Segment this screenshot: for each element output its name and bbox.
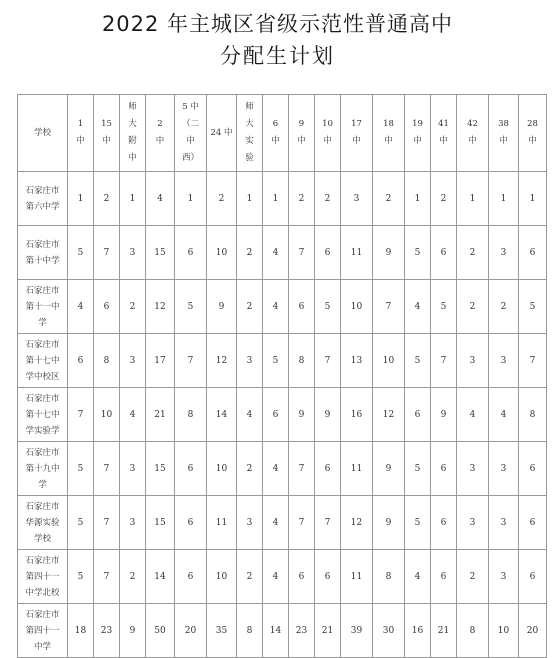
quota-cell: 6 — [315, 550, 341, 604]
quota-cell: 3 — [120, 226, 146, 280]
quota-cell: 4 — [68, 280, 94, 334]
column-header-line: 10 — [322, 119, 333, 129]
quota-cell: 6 — [289, 550, 315, 604]
quota-cell: 10 — [489, 604, 519, 658]
quota-cell: 3 — [457, 496, 489, 550]
column-header-line: 师 — [245, 102, 254, 112]
quota-cell: 6 — [431, 550, 457, 604]
quota-cell: 21 — [146, 388, 175, 442]
quota-cell: 1 — [263, 172, 289, 226]
quota-cell: 10 — [207, 550, 237, 604]
quota-cell: 2 — [457, 550, 489, 604]
quota-cell: 12 — [341, 496, 373, 550]
quota-cell: 8 — [373, 550, 405, 604]
quota-cell: 6 — [94, 280, 120, 334]
quota-cell: 15 — [146, 226, 175, 280]
quota-cell: 8 — [457, 604, 489, 658]
quota-cell: 16 — [405, 604, 431, 658]
quota-cell: 5 — [263, 334, 289, 388]
column-header-line: 中 — [128, 153, 137, 163]
quota-cell: 11 — [341, 550, 373, 604]
quota-cell: 14 — [207, 388, 237, 442]
column-header-line: 15 — [101, 119, 112, 129]
quota-cell: 7 — [94, 442, 120, 496]
quota-cell: 5 — [405, 226, 431, 280]
table-row — [18, 496, 547, 550]
quota-cell: 7 — [94, 550, 120, 604]
school-name-line: 学 — [38, 317, 47, 328]
quota-cell: 2 — [120, 280, 146, 334]
quota-cell: 9 — [207, 280, 237, 334]
quota-cell: 3 — [489, 442, 519, 496]
column-header-line: 中 — [271, 136, 280, 146]
column-header — [68, 95, 94, 172]
school-name-line: 第十九中 — [25, 463, 60, 474]
quota-cell: 4 — [405, 550, 431, 604]
quota-cell: 1 — [457, 172, 489, 226]
quota-cell: 30 — [373, 604, 405, 658]
column-header-line: 中 — [439, 136, 448, 146]
quota-cell: 11 — [341, 226, 373, 280]
quota-cell: 5 — [405, 334, 431, 388]
quota-cell: 8 — [175, 388, 207, 442]
quota-cell: 5 — [68, 442, 94, 496]
quota-cell: 3 — [120, 496, 146, 550]
quota-cell: 7 — [175, 334, 207, 388]
quota-cell: 6 — [315, 226, 341, 280]
column-header-line: 2 — [157, 119, 163, 129]
table-row — [18, 442, 547, 496]
table-row — [18, 604, 547, 658]
column-header-line: 5 中 — [182, 102, 199, 112]
quota-cell: 35 — [207, 604, 237, 658]
quota-cell: 2 — [237, 442, 263, 496]
column-header-line: 19 — [412, 119, 423, 129]
school-name-line: 第十一中 — [25, 301, 60, 312]
quota-cell: 4 — [263, 496, 289, 550]
table-row — [18, 388, 547, 442]
quota-cell: 4 — [146, 172, 175, 226]
quota-cell: 7 — [431, 334, 457, 388]
table-header-row — [18, 95, 547, 172]
school-name-line: 石家庄市 — [25, 185, 60, 196]
column-header-line: 28 — [527, 119, 538, 129]
column-header-line: 18 — [383, 119, 394, 129]
quota-cell: 7 — [373, 280, 405, 334]
column-header-line: 中 — [384, 136, 393, 146]
school-name-cell — [18, 226, 68, 280]
quota-cell: 1 — [68, 172, 94, 226]
school-name-cell — [18, 604, 68, 658]
school-name-cell — [18, 442, 68, 496]
column-header — [289, 95, 315, 172]
school-name-line: 石家庄市 — [25, 447, 60, 458]
quota-cell: 6 — [405, 388, 431, 442]
quota-cell: 9 — [289, 388, 315, 442]
column-header-line: 实 — [245, 136, 254, 146]
page-subtitle: 分配生计划 — [220, 44, 335, 68]
column-header — [237, 95, 263, 172]
quota-cell: 6 — [289, 280, 315, 334]
quota-cell: 2 — [489, 280, 519, 334]
quota-cell: 2 — [457, 226, 489, 280]
column-header-line: 6 — [272, 119, 279, 129]
quota-cell: 2 — [207, 172, 237, 226]
quota-cell: 7 — [68, 388, 94, 442]
allocation-table — [17, 94, 547, 658]
column-header-line: 大 — [128, 119, 137, 129]
quota-cell: 2 — [94, 172, 120, 226]
column-header-line: 西） — [181, 153, 199, 163]
column-header — [341, 95, 373, 172]
quota-cell: 16 — [341, 388, 373, 442]
quota-cell: 12 — [146, 280, 175, 334]
quota-cell: 1 — [120, 172, 146, 226]
quota-cell: 2 — [120, 550, 146, 604]
quota-cell: 10 — [207, 442, 237, 496]
school-name-line: 第十七中 — [25, 355, 60, 366]
quota-cell: 7 — [519, 334, 547, 388]
quota-cell: 10 — [207, 226, 237, 280]
column-header — [175, 95, 207, 172]
quota-cell: 11 — [207, 496, 237, 550]
school-name-line: 学实验学 — [25, 425, 60, 436]
column-header-line: 中 — [499, 136, 508, 146]
school-name-cell — [18, 172, 68, 226]
quota-cell: 9 — [315, 388, 341, 442]
quota-cell: 6 — [175, 442, 207, 496]
quota-cell: 6 — [431, 496, 457, 550]
quota-cell: 15 — [146, 442, 175, 496]
quota-cell: 8 — [289, 334, 315, 388]
quota-cell: 2 — [289, 172, 315, 226]
school-name-line: 第四十一 — [25, 571, 60, 582]
column-header-line: 中 — [76, 136, 85, 146]
school-name-line: 学中校区 — [25, 371, 60, 382]
quota-cell: 2 — [237, 226, 263, 280]
school-name-line: 第四十一 — [25, 625, 60, 636]
quota-cell: 12 — [207, 334, 237, 388]
quota-cell: 39 — [341, 604, 373, 658]
quota-cell: 9 — [373, 226, 405, 280]
column-header-label: 学校 — [33, 127, 51, 138]
school-name-line: 石家庄市 — [25, 501, 60, 512]
column-header-line: 中 — [102, 136, 111, 146]
quota-cell: 14 — [146, 550, 175, 604]
quota-cell: 3 — [489, 334, 519, 388]
quota-cell: 6 — [519, 496, 547, 550]
quota-cell: 23 — [94, 604, 120, 658]
quota-cell: 5 — [405, 442, 431, 496]
quota-cell: 6 — [315, 442, 341, 496]
quota-cell: 4 — [263, 280, 289, 334]
quota-cell: 1 — [237, 172, 263, 226]
column-header — [431, 95, 457, 172]
quota-cell: 5 — [405, 496, 431, 550]
quota-cell: 10 — [341, 280, 373, 334]
quota-cell: 7 — [315, 496, 341, 550]
quota-cell: 3 — [120, 334, 146, 388]
column-header — [263, 95, 289, 172]
quota-cell: 1 — [405, 172, 431, 226]
column-header-line: 中 — [323, 136, 332, 146]
quota-cell: 3 — [457, 442, 489, 496]
school-name-line: 第六中学 — [25, 201, 60, 212]
quota-cell: 20 — [175, 604, 207, 658]
quota-cell: 6 — [431, 226, 457, 280]
school-name-line: 石家庄市 — [25, 285, 60, 296]
quota-cell: 2 — [237, 550, 263, 604]
column-header-line: 中 — [468, 136, 477, 146]
school-name-line: 中学北校 — [25, 587, 60, 598]
quota-cell: 7 — [289, 442, 315, 496]
quota-cell: 6 — [519, 226, 547, 280]
column-header-line: 38 — [498, 119, 509, 129]
quota-cell: 7 — [315, 334, 341, 388]
quota-cell: 2 — [315, 172, 341, 226]
quota-cell: 2 — [373, 172, 405, 226]
school-name-cell — [18, 334, 68, 388]
column-header-line: 中 — [413, 136, 422, 146]
quota-cell: 10 — [94, 388, 120, 442]
column-header — [207, 95, 237, 172]
school-name-cell — [18, 280, 68, 334]
quota-cell: 5 — [519, 280, 547, 334]
quota-cell: 7 — [289, 226, 315, 280]
quota-cell: 21 — [431, 604, 457, 658]
quota-cell: 9 — [373, 496, 405, 550]
quota-cell: 15 — [146, 496, 175, 550]
quota-cell: 8 — [94, 334, 120, 388]
quota-cell: 1 — [175, 172, 207, 226]
quota-cell: 3 — [341, 172, 373, 226]
quota-cell: 3 — [237, 334, 263, 388]
school-name-line: 中学 — [33, 641, 51, 652]
quota-cell: 20 — [519, 604, 547, 658]
table-row — [18, 334, 547, 388]
quota-cell: 4 — [457, 388, 489, 442]
quota-cell: 8 — [237, 604, 263, 658]
quota-cell: 2 — [431, 172, 457, 226]
quota-cell: 7 — [289, 496, 315, 550]
quota-cell: 6 — [519, 442, 547, 496]
quota-cell: 5 — [68, 496, 94, 550]
column-header-line: 17 — [351, 119, 362, 129]
school-name-line: 学 — [38, 479, 47, 490]
column-header — [405, 95, 431, 172]
quota-cell: 4 — [263, 226, 289, 280]
quota-cell: 5 — [315, 280, 341, 334]
school-name-line: 石家庄市 — [25, 393, 60, 404]
column-header-line: 中 — [528, 136, 537, 146]
column-header-line: 24 中 — [210, 127, 233, 138]
column-header-line: 中 — [297, 136, 306, 146]
school-name-line: 石家庄市 — [25, 555, 60, 566]
column-header-line: 中 — [352, 136, 361, 146]
quota-cell: 10 — [373, 334, 405, 388]
quota-cell: 3 — [457, 334, 489, 388]
school-name-cell — [18, 550, 68, 604]
quota-cell: 4 — [263, 550, 289, 604]
quota-cell: 5 — [68, 550, 94, 604]
quota-cell: 23 — [289, 604, 315, 658]
table-row — [18, 280, 547, 334]
quota-cell: 6 — [175, 550, 207, 604]
column-header — [489, 95, 519, 172]
school-name-cell — [18, 496, 68, 550]
column-header — [519, 95, 547, 172]
quota-cell: 1 — [519, 172, 547, 226]
quota-cell: 1 — [489, 172, 519, 226]
quota-cell: 21 — [315, 604, 341, 658]
quota-cell: 3 — [120, 442, 146, 496]
quota-cell: 12 — [373, 388, 405, 442]
quota-cell: 7 — [94, 226, 120, 280]
column-header — [315, 95, 341, 172]
column-header-line: 1 — [77, 119, 84, 129]
column-header-line: 中 — [155, 136, 165, 146]
quota-cell: 4 — [120, 388, 146, 442]
column-header — [146, 95, 175, 172]
quota-cell: 6 — [263, 388, 289, 442]
quota-cell: 3 — [489, 226, 519, 280]
page-title: 2022 年主城区省级示范性普通高中 — [101, 12, 454, 36]
school-name-line: 石家庄市 — [25, 239, 60, 250]
column-header — [120, 95, 146, 172]
school-name-line: 石家庄市 — [25, 609, 60, 620]
quota-cell: 11 — [341, 442, 373, 496]
column-header-line: 9 — [298, 119, 305, 129]
quota-cell: 50 — [146, 604, 175, 658]
quota-cell: 6 — [431, 442, 457, 496]
quota-cell: 6 — [175, 226, 207, 280]
quota-cell: 5 — [431, 280, 457, 334]
quota-cell: 9 — [120, 604, 146, 658]
column-header-school — [18, 95, 68, 172]
quota-cell: 2 — [457, 280, 489, 334]
column-header — [457, 95, 489, 172]
column-header-line: （二 — [181, 119, 199, 129]
table-row — [18, 172, 547, 226]
school-name-cell — [18, 388, 68, 442]
quota-cell: 4 — [263, 442, 289, 496]
column-header — [94, 95, 120, 172]
quota-cell: 3 — [237, 496, 263, 550]
school-name-line: 第十七中 — [25, 409, 60, 420]
quota-cell: 18 — [68, 604, 94, 658]
column-header-line: 验 — [245, 153, 254, 163]
quota-cell: 6 — [519, 550, 547, 604]
quota-cell: 7 — [94, 496, 120, 550]
column-header-line: 42 — [467, 119, 478, 129]
quota-cell: 3 — [489, 550, 519, 604]
quota-cell: 9 — [373, 442, 405, 496]
school-name-line: 华源实验 — [25, 517, 60, 528]
quota-cell: 14 — [263, 604, 289, 658]
column-header-line: 大 — [245, 119, 254, 129]
quota-cell: 8 — [519, 388, 547, 442]
quota-cell: 9 — [431, 388, 457, 442]
table-body — [18, 172, 547, 658]
quota-cell: 5 — [68, 226, 94, 280]
quota-cell: 2 — [237, 280, 263, 334]
quota-cell: 6 — [68, 334, 94, 388]
quota-cell: 5 — [175, 280, 207, 334]
column-header-line: 附 — [128, 136, 137, 146]
quota-cell: 6 — [175, 496, 207, 550]
school-name-line: 第十中学 — [25, 255, 60, 266]
column-header — [373, 95, 405, 172]
school-name-line: 学校 — [33, 533, 51, 544]
quota-cell: 4 — [237, 388, 263, 442]
column-header-line: 41 — [438, 119, 449, 129]
quota-cell: 13 — [341, 334, 373, 388]
quota-cell: 4 — [489, 388, 519, 442]
quota-cell: 4 — [405, 280, 431, 334]
quota-cell: 3 — [489, 496, 519, 550]
column-header-line: 师 — [128, 102, 137, 112]
table-row — [18, 550, 547, 604]
quota-cell: 17 — [146, 334, 175, 388]
column-header-line: 中 — [186, 136, 195, 146]
school-name-line: 石家庄市 — [25, 339, 60, 350]
table-row — [18, 226, 547, 280]
